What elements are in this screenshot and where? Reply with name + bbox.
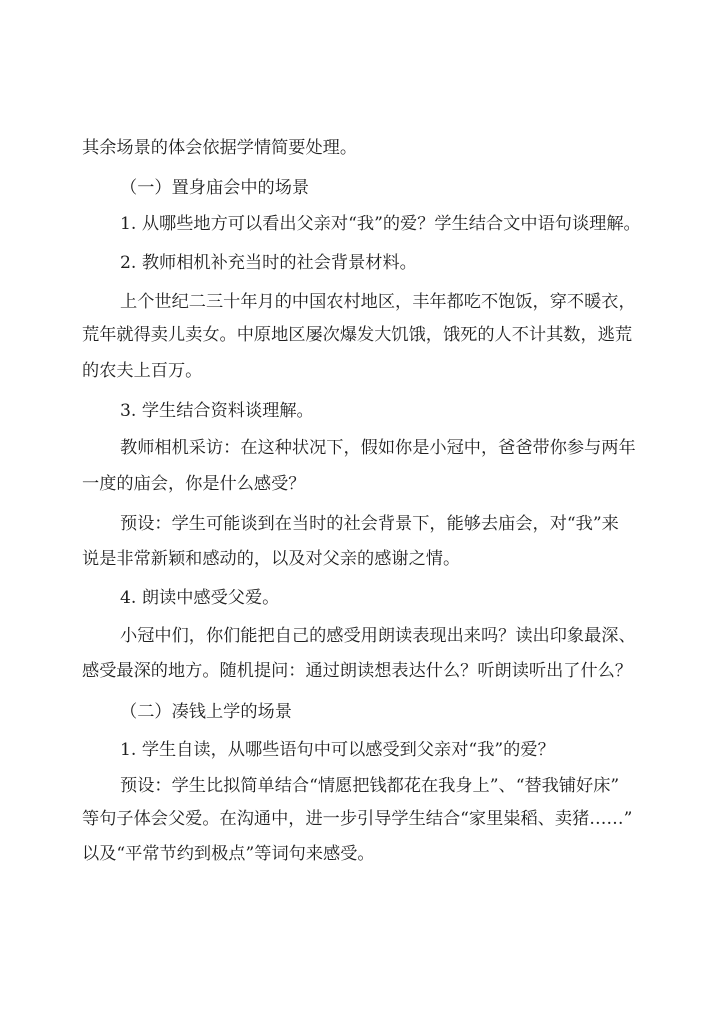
paragraph-line: 1. 从哪些地方可以看出父亲对“我”的爱？学生结合文中语句谈理解。 <box>120 214 641 234</box>
paragraph-line: 感受最深的地方。随机提问：通过朗读想表达什么？听朗读听出了什么？ <box>82 661 633 681</box>
paragraph-line: 荒年就得卖儿卖女。中原地区屡次爆发大饥饿，饿死的人不计其数，逃荒 <box>82 325 633 345</box>
paragraph-line: 2. 教师相机补充当时的社会背景材料。 <box>120 253 417 273</box>
paragraph-line: 的农夫上百万。 <box>82 361 203 381</box>
paragraph-line: 说是非常新颖和感动的，以及对父亲的感谢之情。 <box>82 549 461 569</box>
paragraph-line: 小冠中们，你们能把自己的感受用朗读表现出来吗？读出印象最深、 <box>120 626 636 646</box>
paragraph-line: 其余场景的体会依据学情简要处理。 <box>82 138 358 158</box>
paragraph-line: 以及“平常节约到极点”等词句来感受。 <box>82 844 375 864</box>
section-heading: （一）置身庙会中的场景 <box>120 178 310 198</box>
paragraph-line: 一度的庙会，你是什么感受？ <box>82 474 306 494</box>
paragraph-line: 1. 学生自读，从哪些语句中可以感受到父亲对“我”的爱？ <box>120 740 555 760</box>
paragraph-line: 等句子体会父爱。在沟通中，进一步引导学生结合“家里粜稻、卖猪……” <box>82 809 633 829</box>
paragraph-line: 预设：学生比拟简单结合“情愿把钱都花在我身上”、“替我铺好床” <box>120 776 620 796</box>
paragraph-line: 教师相机采访：在这种状况下，假如你是小冠中，爸爸带你参与两年 <box>120 438 636 458</box>
paragraph-line: 4. 朗读中感受父爱。 <box>120 588 280 608</box>
section-heading: （二）凑钱上学的场景 <box>120 702 292 722</box>
paragraph-line: 3. 学生结合资料谈理解。 <box>120 401 314 421</box>
paragraph-line: 上个世纪二三十年月的中国农村地区，丰年都吃不饱饭，穿不暖衣， <box>120 292 636 312</box>
paragraph-line: 预设：学生可能谈到在当时的社会背景下，能够去庙会，对“我”来 <box>120 514 619 534</box>
